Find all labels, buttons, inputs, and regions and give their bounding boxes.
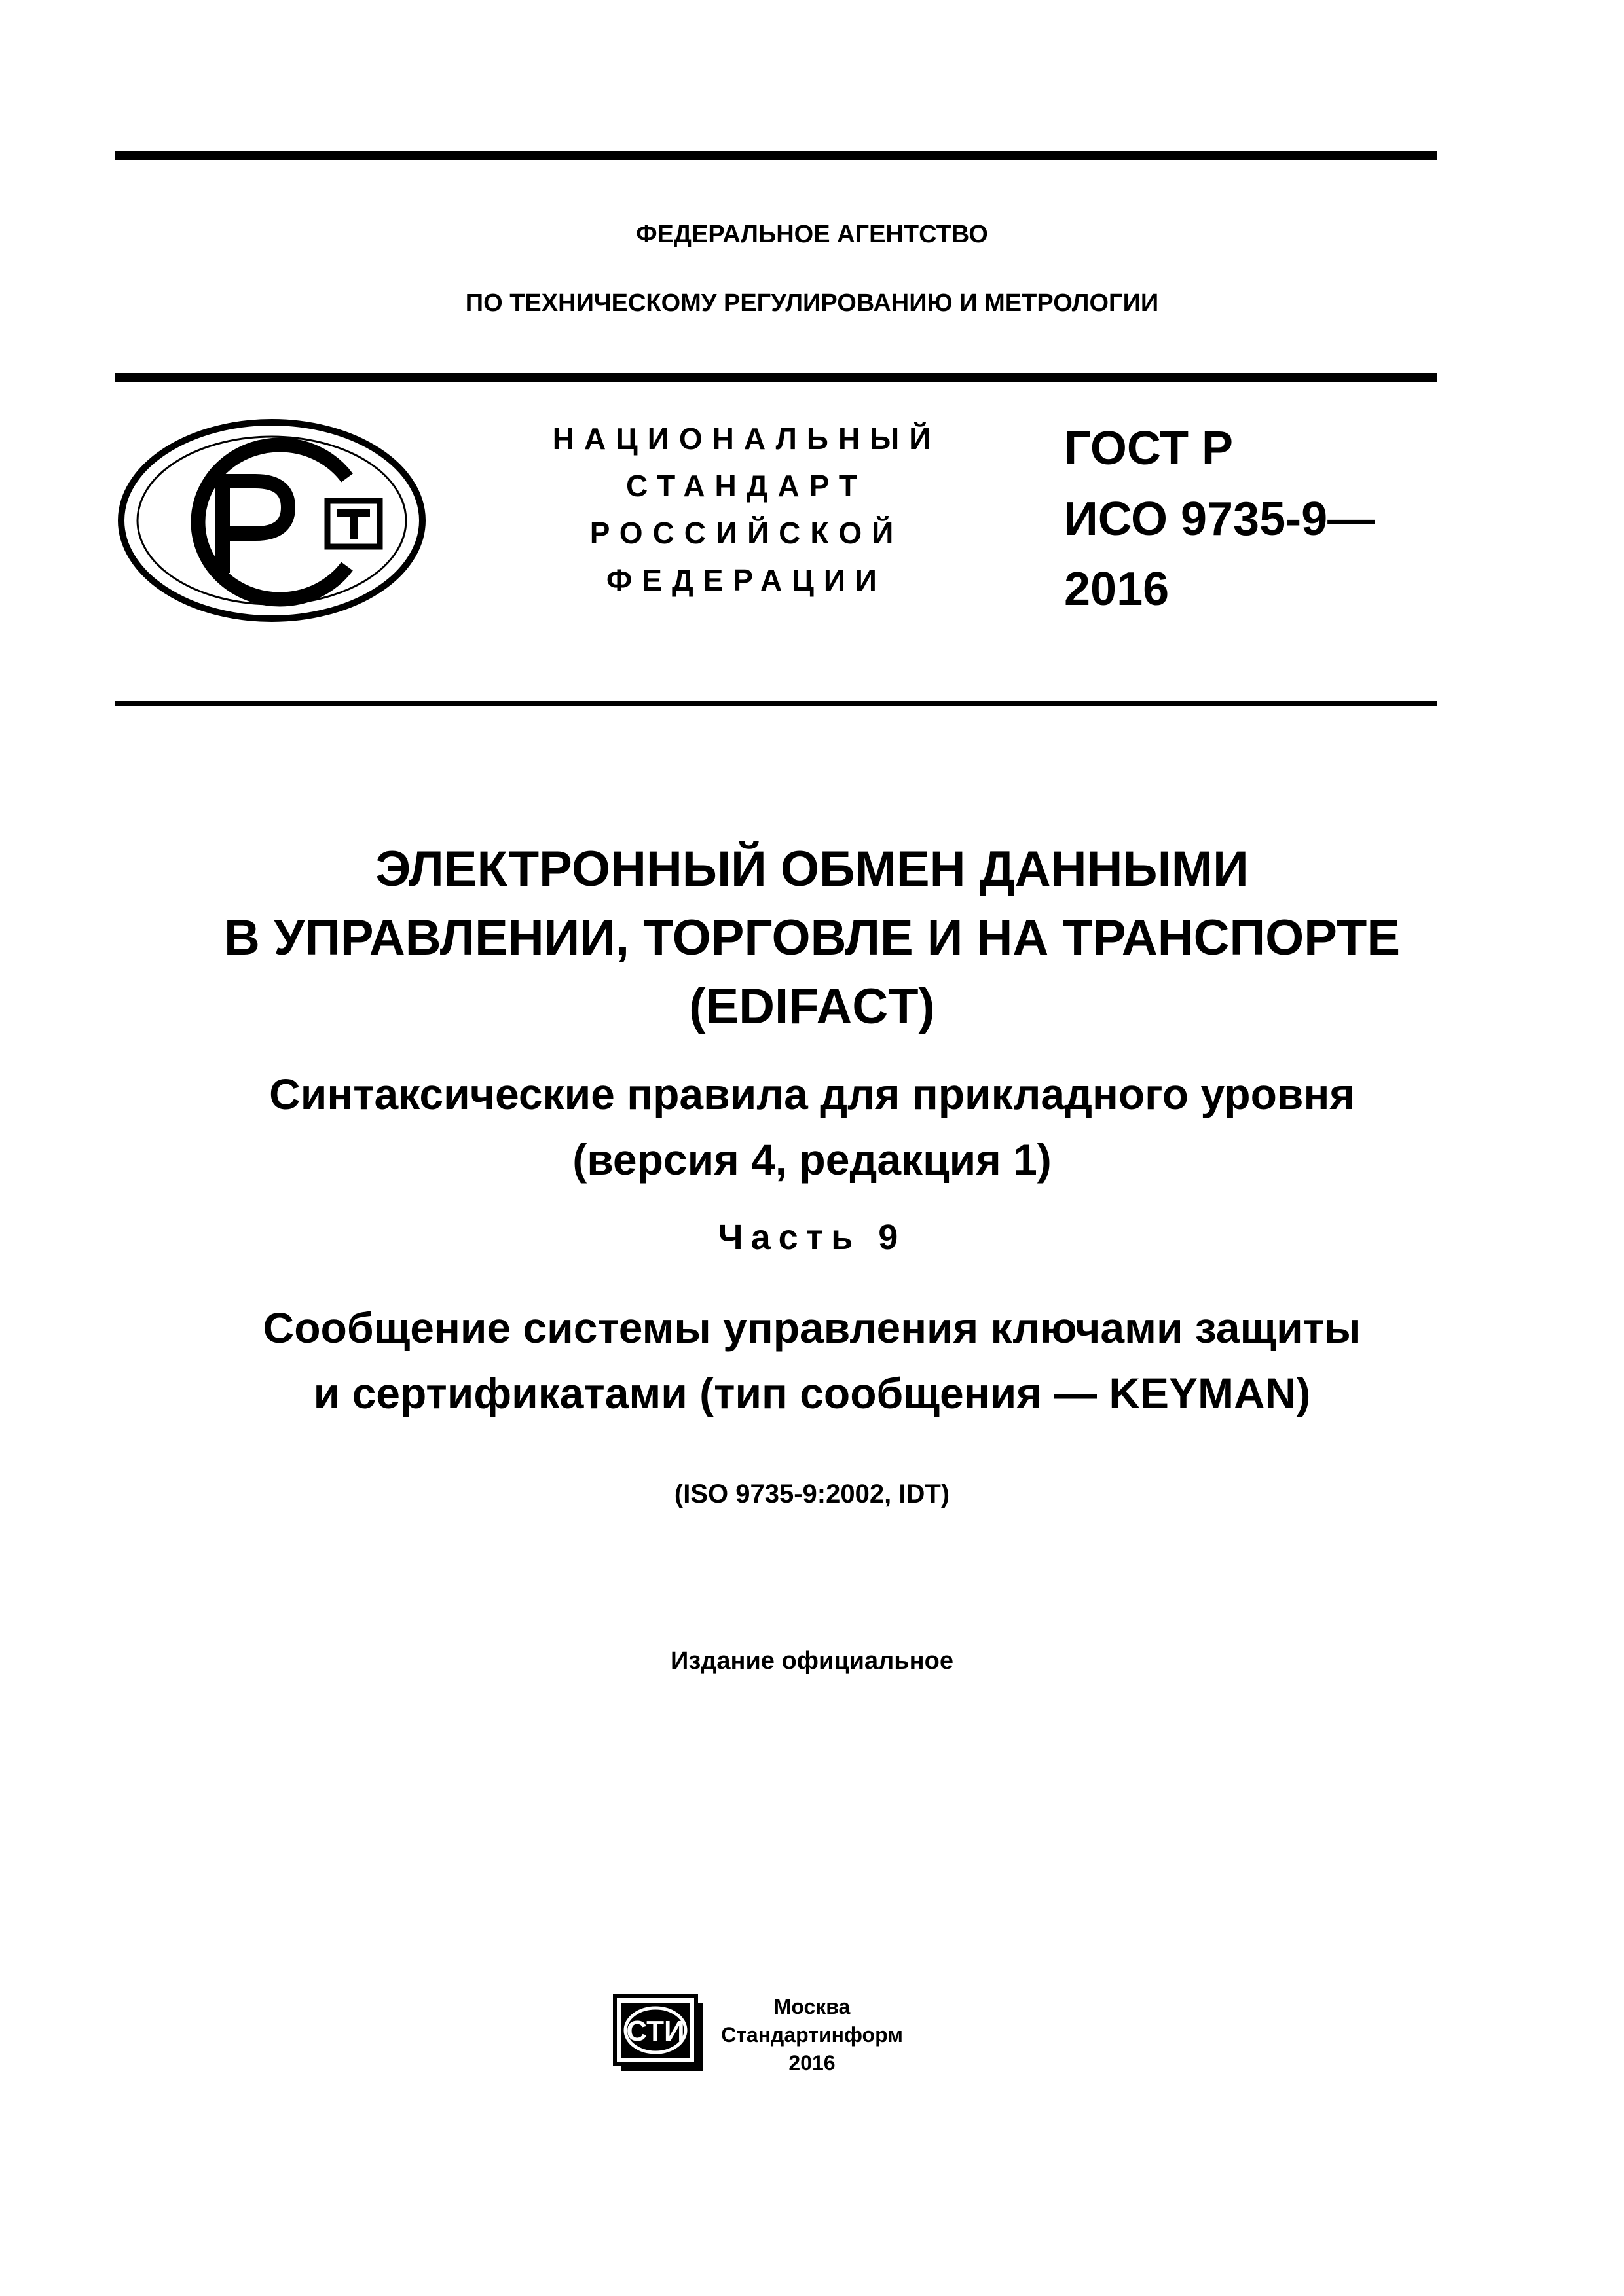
subtitle-line-2: (версия 4, редакция 1) xyxy=(572,1135,1052,1184)
agency-line-1: ФЕДЕРАЛЬНОЕ АГЕНТСТВО xyxy=(636,221,988,248)
iso-reference: (ISO 9735-9:2002, IDT) xyxy=(674,1480,950,1508)
title-line-2: В УПРАВЛЕНИИ, ТОРГОВЛЕ И НА ТРАНСПОРТЕ xyxy=(223,910,1401,966)
national-standard-line-2: СТАНДАРТ xyxy=(626,469,867,503)
agency-line-2: ПО ТЕХНИЧЕСКОМУ РЕГУЛИРОВАНИЮ И МЕТРОЛОГИИ xyxy=(465,289,1159,317)
national-standard-line-4: ФЕДЕРАЦИИ xyxy=(606,563,887,597)
title-line-3: (EDIFACT) xyxy=(689,979,935,1034)
publisher-city: Москва xyxy=(773,1995,851,2018)
designation-rule xyxy=(115,701,1437,706)
standartinform-logo-text: СТИ xyxy=(626,2015,685,2047)
rst-certification-mark-icon xyxy=(115,416,429,625)
publisher-name: Стандартинформ xyxy=(721,2023,903,2047)
designation-line-3: 2016 xyxy=(1064,563,1170,615)
standartinform-logo-icon xyxy=(612,1994,710,2075)
header-rule xyxy=(115,373,1437,382)
national-standard-line-3: РОССИЙСКОЙ xyxy=(589,516,904,550)
designation-line-1: ГОСТ Р xyxy=(1064,422,1234,475)
part-label: Часть 9 xyxy=(718,1218,906,1257)
publisher-year: 2016 xyxy=(788,2051,836,2075)
designation-line-2: ИСО 9735-9— xyxy=(1064,493,1375,545)
title-line-1: ЭЛЕКТРОННЫЙ ОБМЕН ДАННЫМИ xyxy=(375,841,1249,897)
national-standard-line-1: НАЦИОНАЛЬНЫЙ xyxy=(552,422,941,456)
edition-label: Издание официальное xyxy=(671,1647,953,1675)
top-rule xyxy=(115,151,1437,160)
part-title-line-1: Сообщение системы управления ключами защиты xyxy=(263,1303,1361,1352)
subtitle-line-1: Синтаксические правила для прикладного уровня xyxy=(269,1070,1355,1118)
part-title-line-2: и сертификатами (тип сообщения — KEYMAN) xyxy=(313,1369,1311,1417)
